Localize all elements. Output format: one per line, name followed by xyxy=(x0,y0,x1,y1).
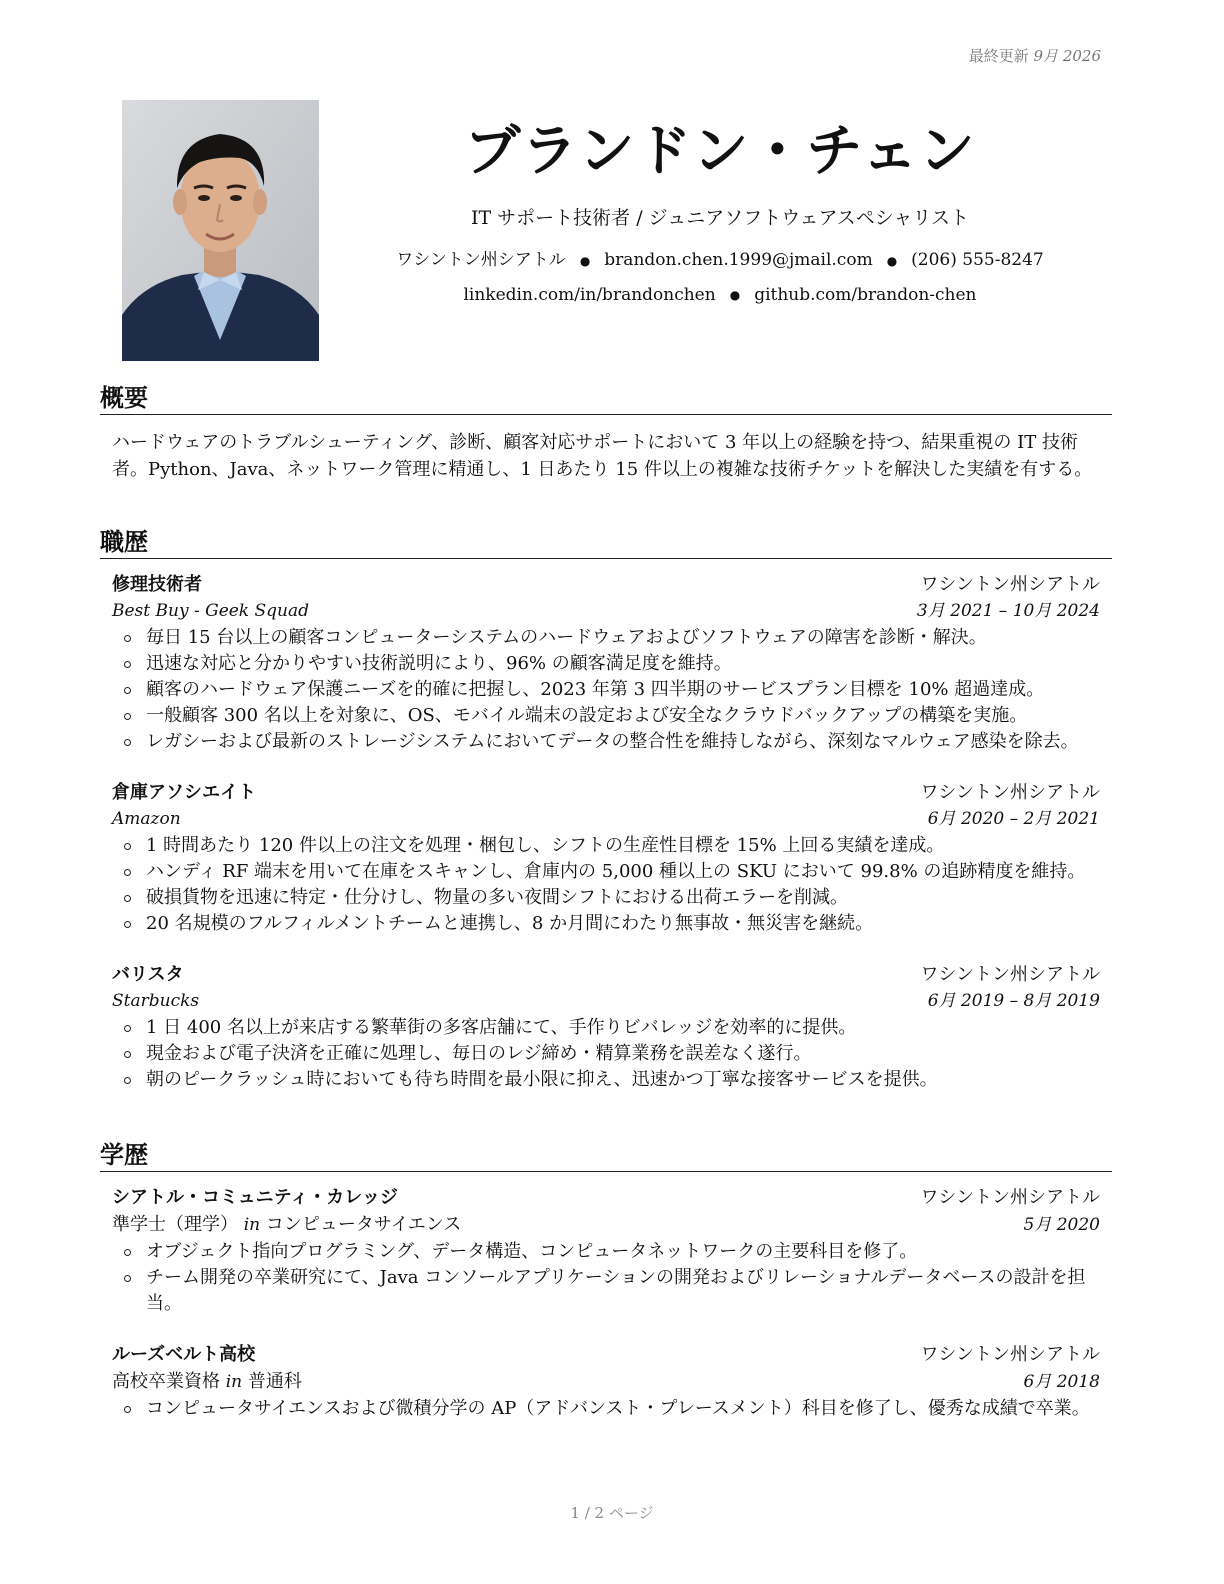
list-item: 破損貨物を迅速に特定・仕分けし、物量の多い夜間シフトにおける出荷エラーを削減。 xyxy=(146,885,1100,911)
school-date: 6月 2018 xyxy=(1023,1372,1100,1392)
degree-field: 普通科 xyxy=(247,1371,302,1392)
resume-header xyxy=(360,112,1080,307)
job-title: 修理技術者 xyxy=(112,574,202,595)
list-item: 一般顧客 300 名以上を対象に、OS、モバイル端末の設定および安全なクラウドバックアップの構築を実施。 xyxy=(146,703,1100,729)
list-item: ハンディ RF 端末を用いて在庫をスキャンし、倉庫内の 5,000 種以上の SKU において 99.8% の追跡精度を維持。 xyxy=(146,859,1100,885)
page-number: 1 / 2 ページ xyxy=(570,1504,654,1522)
list-item: 1 時間あたり 120 件以上の注文を処理・梱包し、シフトの生産性目標を 15% 上回る実績を達成。 xyxy=(146,833,1100,859)
list-item: 1 日 400 名以上が来店する繁華街の多客店舗にて、手作りビバレッジを効率的に提供。 xyxy=(146,1015,1100,1041)
updated-label: 最終更新 xyxy=(968,47,1029,65)
contact-location: ワシントン州シアトル xyxy=(396,250,566,270)
links-line xyxy=(360,283,1080,308)
school-name: シアトル・コミュニティ・カレッジ xyxy=(112,1187,399,1208)
list-item: 顧客のハードウェア保護ニーズを的確に把握し、2023 年第 3 四半期のサービスプラン目標を 10% 超過達成。 xyxy=(146,677,1100,703)
school-name: ルーズベルト高校 xyxy=(112,1344,256,1365)
list-item: 朝のピークラッシュ時においても待ち時間を最小限に抑え、迅速かつ丁寧な接客サービスを提供。 xyxy=(146,1067,1100,1093)
job-bullets xyxy=(112,625,1100,755)
contact-phone: (206) 555-8247 xyxy=(911,250,1044,270)
updated-year: 2026 xyxy=(1062,47,1101,65)
job-entry xyxy=(112,961,1100,1093)
experience-heading: 職歴 xyxy=(100,527,1112,559)
education-section xyxy=(100,1140,1112,1422)
degree-name: 高校卒業資格 xyxy=(112,1371,220,1392)
contact-email[interactable]: brandon.chen.1999@jmail.com xyxy=(604,250,873,270)
summary-text: ハードウェアのトラブルシューティング、診断、顧客対応サポートにおいて 3 年以上の経験を持つ、結果重視の IT 技術者。Python、Java、ネットワーク管理に精通し、1 日あたり 15 件以上の複雑な技術チケットを解決した実績を有する。 xyxy=(112,432,1093,480)
separator-dot: ● xyxy=(886,253,898,268)
candidate-name: ブランドン・チェン xyxy=(464,119,976,184)
summary-heading: 概要 xyxy=(100,383,1112,415)
school-location: ワシントン州シアトル xyxy=(920,1187,1100,1208)
separator-dot: ● xyxy=(579,253,591,268)
updated-month: 9月 xyxy=(1033,47,1059,65)
job-dates: 6月 2020 – 2月 2021 xyxy=(927,809,1100,829)
job-title: バリスタ xyxy=(112,964,184,985)
job-location: ワシントン州シアトル xyxy=(920,574,1100,595)
school-location: ワシントン州シアトル xyxy=(920,1344,1100,1365)
degree-field: コンピュータサイエンス xyxy=(265,1214,462,1235)
job-company: Starbucks xyxy=(112,991,200,1011)
profile-photo xyxy=(122,100,319,361)
list-item: レガシーおよび最新のストレージシステムにおいてデータの整合性を維持しながら、深刻なマルウェア感染を除去。 xyxy=(146,729,1100,755)
list-item: オブジェクト指向プログラミング、データ構造、コンピュータネットワークの主要科目を修了。 xyxy=(146,1239,1100,1265)
job-company: Best Buy - Geek Squad xyxy=(112,601,310,621)
list-item: コンピュータサイエンスおよび微積分学の AP（アドバンスト・プレースメント）科目を修了し、優秀な成績で卒業。 xyxy=(146,1396,1100,1422)
linkedin-link[interactable]: linkedin.com/in/brandonchen xyxy=(463,284,716,305)
list-item: 20 名規模のフルフィルメントチームと連携し、8 か月間にわたり無事故・無災害を継続。 xyxy=(146,911,1100,937)
job-dates: 6月 2019 – 8月 2019 xyxy=(927,991,1100,1011)
degree-in: in xyxy=(243,1215,261,1235)
job-bullets xyxy=(112,1015,1100,1093)
education-heading: 学歴 xyxy=(100,1140,1112,1172)
job-location: ワシントン州シアトル xyxy=(920,964,1100,985)
school-bullets xyxy=(112,1396,1100,1422)
job-bullets xyxy=(112,833,1100,937)
job-title: IT サポート技術者 / ジュニアソフトウェアスペシャリスト xyxy=(470,207,970,229)
contact-line xyxy=(360,248,1080,273)
experience-section xyxy=(100,527,1112,1093)
list-item: 毎日 15 台以上の顧客コンピューターシステムのハードウェアおよびソフトウェアの障害を診断・解決。 xyxy=(146,625,1100,651)
school-entry xyxy=(112,1184,1100,1317)
separator-dot: ● xyxy=(729,288,741,302)
degree-name: 準学士（理学） xyxy=(112,1214,238,1235)
degree-in: in xyxy=(225,1372,243,1392)
school-degree xyxy=(112,1368,302,1396)
school-entry xyxy=(112,1341,1100,1422)
job-entry xyxy=(112,571,1100,755)
list-item: 迅速な対応と分かりやすい技術説明により、96% の顧客満足度を維持。 xyxy=(146,651,1100,677)
list-item: チーム開発の卒業研究にて、Java コンソールアプリケーションの開発およびリレーショナルデータベースの設計を担当。 xyxy=(146,1265,1100,1317)
school-bullets xyxy=(112,1239,1100,1317)
summary-section xyxy=(100,383,1112,483)
job-company: Amazon xyxy=(112,809,181,829)
github-link[interactable]: github.com/brandon-chen xyxy=(754,284,977,305)
job-dates: 3月 2021 – 10月 2024 xyxy=(916,601,1100,621)
job-location: ワシントン州シアトル xyxy=(920,782,1100,803)
school-degree xyxy=(112,1211,461,1239)
list-item: 現金および電子決済を正確に処理し、毎日のレジ締め・精算業務を誤差なく遂行。 xyxy=(146,1041,1100,1067)
last-updated xyxy=(969,45,1101,66)
job-title: 倉庫アソシエイト xyxy=(112,782,256,803)
school-date: 5月 2020 xyxy=(1023,1215,1100,1235)
job-entry xyxy=(112,779,1100,937)
